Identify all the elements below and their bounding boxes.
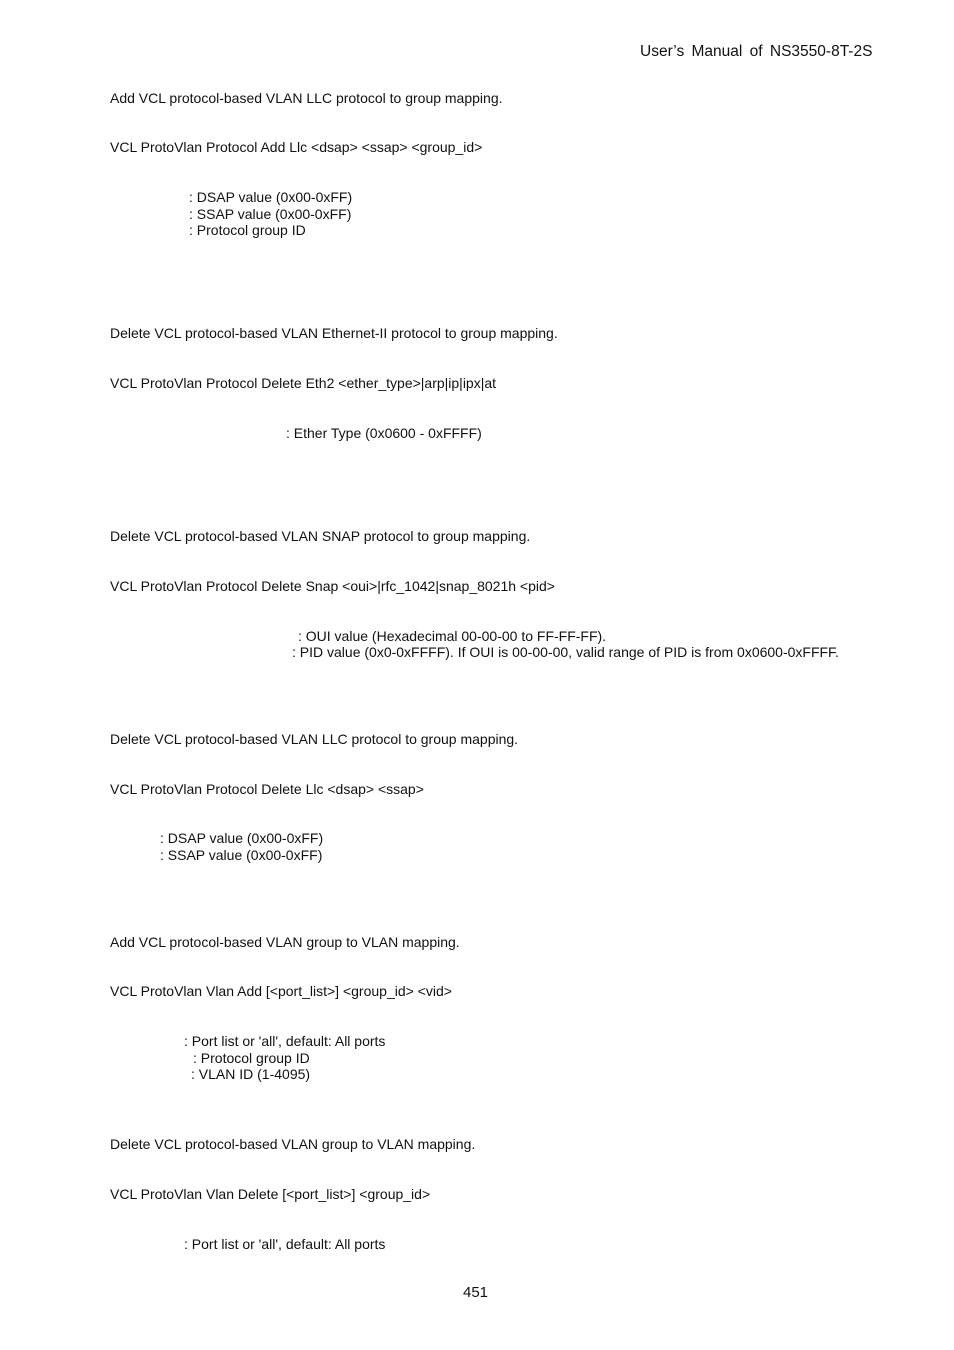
parameter-description: : SSAP value (0x00-0xFF) <box>189 206 352 222</box>
parameter-description: : VLAN ID (1-4095) <box>191 1066 311 1082</box>
command-syntax: VCL ProtoVlan Vlan Add [<port_list>] <group_id> <vid> <box>110 983 452 999</box>
command-syntax: VCL ProtoVlan Protocol Delete Llc <dsap> <ssap> <box>110 781 424 797</box>
command-description: Add VCL protocol-based VLAN group to VLAN mapping. <box>110 934 460 950</box>
parameter-description: : Port list or 'all', default: All ports <box>184 1033 386 1049</box>
parameter-description: : SSAP value (0x00-0xFF) <box>160 847 323 863</box>
parameter-description: : OUI value (Hexadecimal 00-00-00 to FF-FF-FF). <box>298 628 607 644</box>
parameter-description: : PID value (0x0-0xFFFF). If OUI is 00-00-00, valid range of PID is from 0x0600-0xFFFF. <box>292 644 839 660</box>
command-description: Delete VCL protocol-based VLAN LLC protocol to group mapping. <box>110 731 519 747</box>
parameter-description: : Port list or 'all', default: All ports <box>184 1236 386 1252</box>
command-syntax: VCL ProtoVlan Protocol Delete Snap <oui>|rfc_1042|snap_8021h <pid> <box>110 578 555 594</box>
parameter-description: : Protocol group ID <box>193 1050 310 1066</box>
command-description: Delete VCL protocol-based VLAN SNAP protocol to group mapping. <box>110 528 531 544</box>
command-syntax: VCL ProtoVlan Protocol Delete Eth2 <ether_type>|arp|ip|ipx|at <box>110 375 497 391</box>
parameter-description: : DSAP value (0x00-0xFF) <box>189 189 353 205</box>
page-number: 451 <box>463 1284 489 1301</box>
page-header-title: User’s Manual of NS3550-8T-2S <box>640 43 873 60</box>
command-syntax: VCL ProtoVlan Vlan Delete [<port_list>] <group_id> <box>110 1186 431 1202</box>
command-description: Delete VCL protocol-based VLAN group to VLAN mapping. <box>110 1136 476 1152</box>
command-syntax: VCL ProtoVlan Protocol Add Llc <dsap> <ssap> <group_id> <box>110 139 483 155</box>
parameter-description: : Protocol group ID <box>189 222 306 238</box>
command-description: Add VCL protocol-based VLAN LLC protocol to group mapping. <box>110 90 503 106</box>
command-description: Delete VCL protocol-based VLAN Ethernet-II protocol to group mapping. <box>110 325 558 341</box>
parameter-description: : DSAP value (0x00-0xFF) <box>160 830 324 846</box>
parameter-description: : Ether Type (0x0600 - 0xFFFF) <box>286 425 482 441</box>
